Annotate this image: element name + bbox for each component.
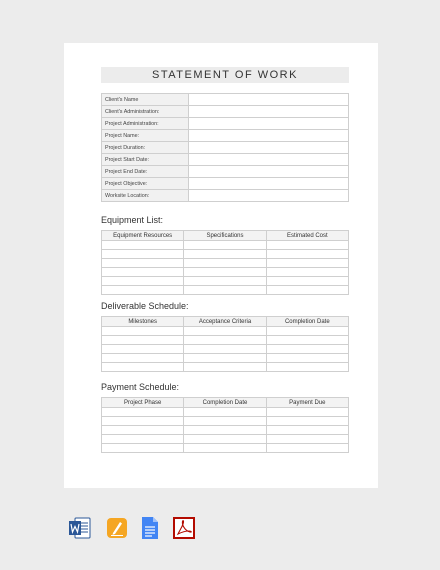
info-label: Client's Administration: [102,106,189,118]
table-row [102,345,349,354]
info-row [102,118,349,130]
table-header-row [102,317,349,327]
table-cell[interactable] [184,268,266,277]
table-row [102,250,349,259]
info-value[interactable] [189,178,349,190]
table-cell[interactable] [184,277,266,286]
equipment-heading: Equipment List: [101,215,164,225]
table-cell[interactable] [266,435,348,444]
table-row [102,363,349,372]
info-value[interactable] [189,94,349,106]
table-cell[interactable] [102,435,184,444]
info-label: Project Administration: [102,118,189,130]
table-cell[interactable] [102,259,184,268]
table-row [102,408,349,417]
project-info-table [101,93,349,202]
table-cell[interactable] [266,268,348,277]
table-cell[interactable] [266,363,348,372]
table-cell[interactable] [266,345,348,354]
table-row [102,444,349,453]
table-cell[interactable] [184,286,266,295]
info-label: Project Objective: [102,178,189,190]
column-header: Acceptance Criteria [184,317,266,327]
google-docs-icon[interactable] [139,516,159,540]
table-cell[interactable] [266,259,348,268]
info-value[interactable] [189,166,349,178]
info-label: Project Name: [102,130,189,142]
info-value[interactable] [189,190,349,202]
table-cell[interactable] [184,354,266,363]
table-header-row [102,398,349,408]
equipment-table [101,230,349,295]
document-title: STATEMENT OF WORK [101,67,349,83]
table-cell[interactable] [102,444,184,453]
table-cell[interactable] [102,250,184,259]
table-cell[interactable] [184,336,266,345]
table-cell[interactable] [184,345,266,354]
table-cell[interactable] [266,241,348,250]
info-label: Client's Name [102,94,189,106]
table-cell[interactable] [184,417,266,426]
table-cell[interactable] [184,250,266,259]
table-cell[interactable] [102,363,184,372]
column-header: Estimated Cost [266,231,348,241]
table-row [102,259,349,268]
document-page [64,43,378,488]
word-icon[interactable] [68,516,88,540]
table-row [102,241,349,250]
table-row [102,354,349,363]
table-cell[interactable] [102,277,184,286]
table-cell[interactable] [102,345,184,354]
table-cell[interactable] [184,444,266,453]
info-row [102,166,349,178]
pdf-icon[interactable] [172,516,192,540]
info-row [102,178,349,190]
table-cell[interactable] [102,354,184,363]
table-cell[interactable] [266,417,348,426]
column-header: Completion Date [266,317,348,327]
table-row [102,435,349,444]
table-cell[interactable] [184,363,266,372]
table-row [102,268,349,277]
column-header: Payment Due [266,398,348,408]
info-row [102,142,349,154]
deliverable-heading: Deliverable Schedule: [101,301,189,311]
table-cell[interactable] [266,286,348,295]
column-header: Project Phase [102,398,184,408]
table-cell[interactable] [184,435,266,444]
table-cell[interactable] [266,444,348,453]
table-cell[interactable] [184,259,266,268]
table-cell[interactable] [102,417,184,426]
table-cell[interactable] [266,277,348,286]
table-cell[interactable] [102,268,184,277]
info-row [102,130,349,142]
table-row [102,286,349,295]
table-row [102,277,349,286]
table-cell[interactable] [266,327,348,336]
table-header-row [102,231,349,241]
table-cell[interactable] [266,354,348,363]
column-header: Equipment Resources [102,231,184,241]
table-row [102,336,349,345]
info-row [102,190,349,202]
column-header: Completion Date [184,398,266,408]
column-header: Milestones [102,317,184,327]
info-value[interactable] [189,106,349,118]
info-row [102,106,349,118]
table-row [102,426,349,435]
table-row [102,417,349,426]
table-cell[interactable] [184,327,266,336]
table-cell[interactable] [102,241,184,250]
table-cell[interactable] [102,408,184,417]
table-cell[interactable] [102,286,184,295]
table-cell[interactable] [184,426,266,435]
info-label: Worksite Location: [102,190,189,202]
info-label: Project Duration: [102,142,189,154]
table-cell[interactable] [266,408,348,417]
table-cell[interactable] [184,408,266,417]
info-label: Project Start Date: [102,154,189,166]
deliverable-table [101,316,349,372]
payment-table [101,397,349,453]
info-value[interactable] [189,118,349,130]
payment-heading: Payment Schedule: [101,382,180,392]
table-cell[interactable] [266,426,348,435]
table-cell[interactable] [266,336,348,345]
info-row [102,154,349,166]
info-value[interactable] [189,142,349,154]
info-value[interactable] [189,154,349,166]
info-value[interactable] [189,130,349,142]
pages-icon[interactable] [105,516,125,540]
info-label: Project End Date: [102,166,189,178]
table-cell[interactable] [102,336,184,345]
table-cell[interactable] [102,426,184,435]
info-row [102,94,349,106]
table-cell[interactable] [184,241,266,250]
column-header: Specifications [184,231,266,241]
table-row [102,327,349,336]
table-cell[interactable] [266,250,348,259]
table-cell[interactable] [102,327,184,336]
